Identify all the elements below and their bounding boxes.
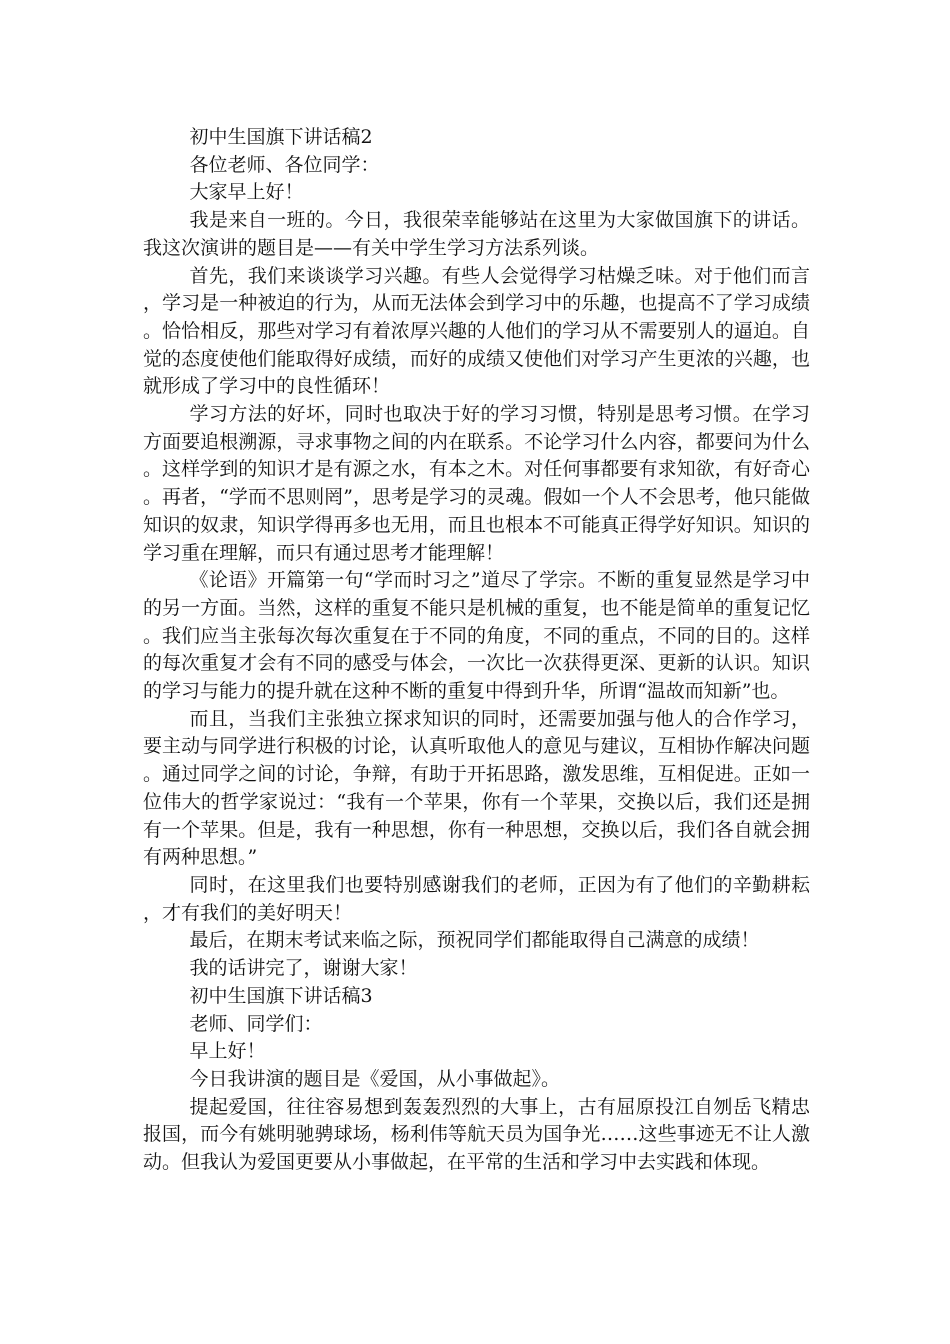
- speech-3-salutation: 老师、同学们：: [189, 1012, 323, 1035]
- speech-2-paragraph-repetition: 《论语》开篇第一句“学而时习之”道尽了学宗。不断的重复显然是学习中的另一方面。当然，这样的重复不能只是机械的重复，也不能是简单的重复记忆。我们应当主张每次每次重复在于不同的角度，不同的重点，不同的目的。这样的每次重复才会有不同的感受与体会，一次比一次获得更深、更新的认识。知识的学习与能力的提升就在这种不断的重复中得到升华，所谓“温故而知新”也。: [143, 569, 810, 703]
- document-body: [143, 124, 810, 1177]
- speech-2-paragraph-wishes: 最后，在期末考试来临之际，预祝同学们都能取得自己满意的成绩！: [189, 929, 760, 952]
- speech-3-title: 初中生国旗下讲话稿3: [189, 984, 373, 1007]
- speech-2-paragraph-intro: 我是来自一班的。今日，我很荣幸能够站在这里为大家做国旗下的讲话。我这次演讲的题目是——有关中学生学习方法系列谈。: [143, 209, 810, 259]
- speech-2-paragraph-interest: 首先，我们来谈谈学习兴趣。有些人会觉得学习枯燥乏味。对于他们而言，学习是一种被迫的行为，从而无法体会到学习中的乐趣，也提高不了学习成绩。恰恰相反，那些对学习有着浓厚兴趣的人他们的学习从不需要别人的逼迫。自觉的态度使他们能取得好成绩，而好的成绩又使他们对学习产生更浓的兴趣，也就形成了学习中的良性循环！: [143, 264, 810, 398]
- speech-2-paragraph-thanks: 同时，在这里我们也要特别感谢我们的老师，正因为有了他们的辛勤耕耘，才有我们的美好明天！: [143, 873, 810, 924]
- speech-2-paragraph-cooperation: 而且，当我们主张独立探求知识的同时，还需要加强与他人的合作学习，要主动与同学进行积极的讨论，认真听取他人的意见与建议，互相协作解决问题。通过同学之间的讨论，争辩，有助于开拓思路，激发思维，互相促进。正如一位伟大的哲学家说过：“我有一个苹果，你有一个苹果，交换以后，我们还是拥有一个苹果。但是，我有一种思想，你有一种思想，交换以后，我们各自就会拥有两种思想。”: [143, 707, 810, 869]
- speech-2-closing: 我的话讲完了，谢谢大家！: [189, 957, 418, 980]
- speech-2-greeting: 大家早上好！: [189, 181, 304, 204]
- speech-3-paragraph-patriotism: 提起爱国，往往容易想到轰轰烈烈的大事上，古有屈原投江自刎岳飞精忠报国，而今有姚明驰骋球场，杨利伟等航天员为国争光……这些事迹无不让人激动。但我认为爱国更要从小事做起，在平常的生活和学习中去实践和体现。: [143, 1095, 810, 1174]
- speech-3-greeting: 早上好！: [189, 1040, 266, 1063]
- speech-2-title: 初中生国旗下讲话稿2: [189, 126, 373, 148]
- speech-2-salutation: 各位老师、各位同学：: [189, 153, 380, 176]
- speech-3-topic: 今日我讲演的题目是《爱国，从小事做起》。: [189, 1067, 561, 1090]
- speech-2-paragraph-habits: 学习方法的好坏，同时也取决于好的学习习惯，特别是思考习惯。在学习方面要追根溯源，寻求事物之间的内在联系。不论学习什么内容，都要问为什么。这样学到的知识才是有源之水，有本之木。对任何事都要有求知欲，有好奇心。再者，“学而不思则罔”，思考是学习的灵魂。假如一个人不会思考，他只能做知识的奴隶，知识学得再多也无用，而且也根本不可能真正得学好知识。知识的学习重在理解，而只有通过思考才能理解！: [143, 403, 810, 564]
